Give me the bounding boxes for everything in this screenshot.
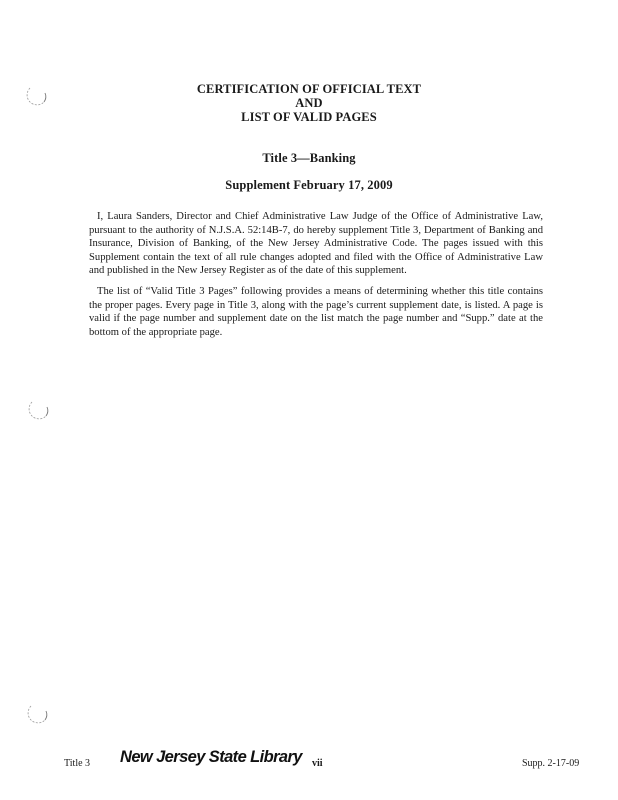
footer-title: Title 3 [64, 758, 91, 769]
certification-paragraph [89, 210, 543, 278]
valid-pages-heading: LIST OF VALID PAGES [241, 110, 377, 124]
library-stamp: New Jersey State Library [120, 748, 302, 766]
page-number: vii [312, 758, 323, 769]
certification-heading: CERTIFICATION OF OFFICIAL TEXT [196, 82, 422, 96]
paragraph-text: I, Laura Sanders, Director and Chief Administrative Law Judge of the Office of Administrative Law, pursuant to the authority of N.J.S.A. 52:14B-7, do hereby supplement Title 3, Department of Banking and Insurance, Division of Banking, of the New Jersey Administrative Code. The pages issued with this Supplement contain the text of all rule changes adopted and filed with the Office of Administrative Law and published in the New Jersey Register as of the date of this supplement. [89, 211, 543, 277]
certification-heading-and: AND [295, 96, 323, 110]
paragraph-text: The list of “Valid Title 3 Pages” following provides a means of determining whether this title contains the proper pages. Every page in Title 3, along with the page’s current supplement date, is listed. A page is valid if the page number and supplement date on the list match the page number and “Supp.” date at the bottom of the appropriate page. [89, 286, 543, 338]
supplement-date-heading: Supplement February 17, 2009 [225, 178, 393, 192]
title-heading: Title 3—Banking [262, 151, 356, 165]
footer-supplement-date: Supp. 2-17-09 [522, 758, 580, 769]
punch-hole-icon [28, 398, 50, 420]
valid-pages-paragraph [89, 285, 543, 339]
punch-hole-icon [27, 702, 49, 724]
